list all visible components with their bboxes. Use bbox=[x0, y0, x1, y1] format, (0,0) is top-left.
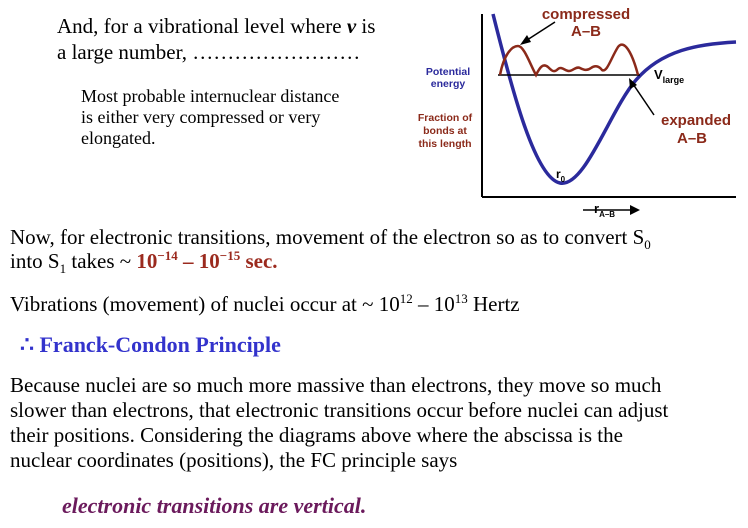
v-large-label: $V_{large}$ bbox=[654, 67, 685, 85]
franck-condon-heading: ∴ Franck-Condon Principle bbox=[20, 332, 281, 357]
probability-wave bbox=[500, 45, 638, 75]
compressed-arrowhead bbox=[520, 35, 531, 45]
expanded-label: expanded bbox=[660, 112, 732, 129]
r-ab-label: $r_{A-B}$ bbox=[594, 201, 616, 219]
expanded-ab-label: A–B bbox=[676, 130, 708, 147]
r0-label: $r_0$ bbox=[556, 167, 566, 184]
fraction-label-3: this length bbox=[418, 138, 472, 150]
compressed-label: compressed bbox=[541, 6, 631, 23]
time-range: $10^{-14} - 10^{-15}$ sec. bbox=[136, 248, 278, 273]
vibration-paragraph: Vibrations (movement) of nuclei occur at ~ $10^{12} - 10^{13}$ Hertz bbox=[10, 291, 520, 316]
explanation-paragraph: Because nuclei are so much more massive than electrons, they move so much slower than electrons, that electronic transitions occur before nuclei can adjust their positions. Considering the diagrams above where the abscissa is the nuclear coordinates (positions), the FC principle says bbox=[10, 373, 669, 472]
intro-line-1: And, for a vibrational level where v is bbox=[57, 14, 376, 38]
fraction-label-2: bonds at bbox=[423, 125, 467, 137]
potential-energy-label: Potential bbox=[425, 66, 471, 78]
intro-line-2: a large number, …………………… bbox=[57, 40, 361, 64]
compressed-ab-label: A–B bbox=[570, 23, 602, 40]
potential-energy-label-2: energy bbox=[430, 78, 466, 90]
intro-text bbox=[57, 13, 427, 65]
electronic-transition-paragraph: Now, for electronic transitions, movement of the electron so as to convert $S_0$ into $S_1$ takes ~ $10^{-14} - 10^{-15}$ sec. bbox=[10, 225, 651, 277]
conclusion-text: electronic transitions are vertical. bbox=[62, 493, 367, 518]
potential-energy-diagram bbox=[400, 0, 748, 222]
v-symbol: v bbox=[346, 14, 357, 38]
r-ab-arrowhead bbox=[630, 205, 640, 215]
most-probable-note: Most probable internuclear distance is either very compressed or very elongated. bbox=[81, 86, 340, 148]
fraction-label: Fraction of bbox=[417, 112, 473, 124]
